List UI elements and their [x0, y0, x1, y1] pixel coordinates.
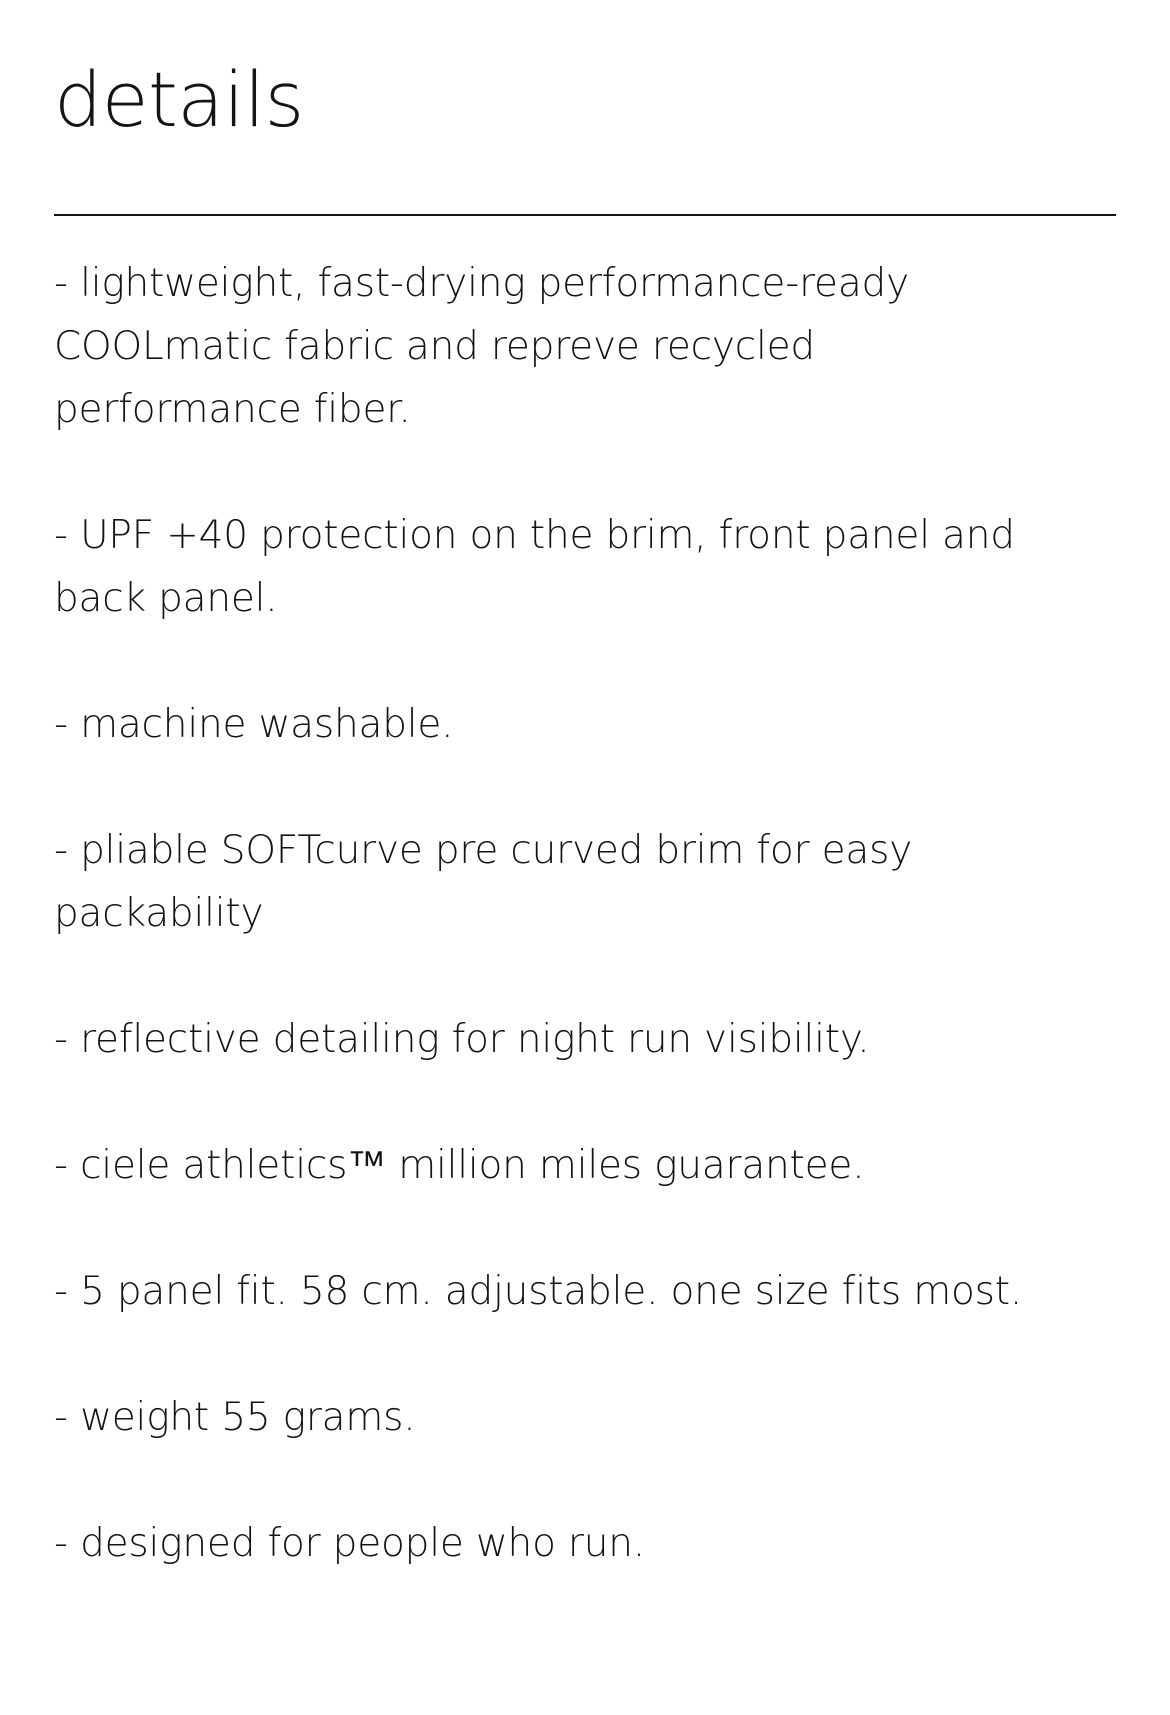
detail-item-weight: - weight 55 grams. [54, 1395, 416, 1440]
page-title: details [54, 55, 304, 144]
detail-item-upf: - UPF +40 protection on the brim, front panel and back panel. [54, 513, 1015, 621]
detail-item-brim: - pliable SOFTcurve pre curved brim for easy packability [54, 828, 913, 936]
detail-item-washable: - machine washable. [54, 702, 454, 747]
detail-item-reflective: - reflective detailing for night run visibility. [54, 1017, 870, 1062]
detail-item-guarantee: - ciele athletics™ million miles guarantee. [54, 1143, 865, 1188]
detail-item-purpose: - designed for people who run. [54, 1521, 645, 1566]
detail-item-fabric: - lightweight, fast-drying performance-ready COOLmatic fabric and repreve recycled performance fiber. [54, 261, 909, 432]
details-list [54, 252, 1116, 1638]
divider [54, 214, 1116, 216]
detail-item-fit: - 5 panel fit. 58 cm. adjustable. one size fits most. [54, 1269, 1023, 1314]
